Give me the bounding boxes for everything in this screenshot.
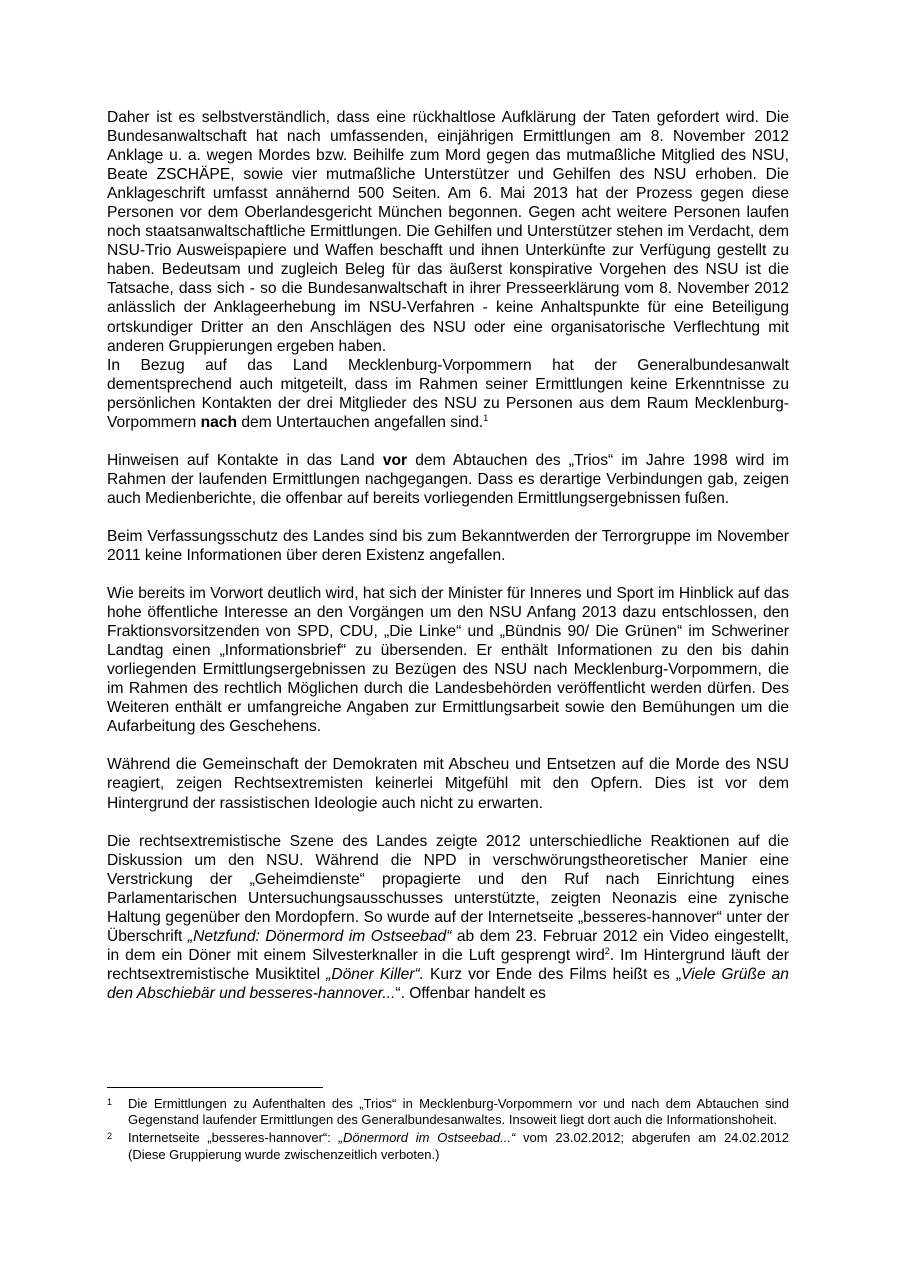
footnote-ref-1[interactable]: 1 <box>483 412 489 423</box>
footnote-text: Internetseite „besseres-hannover“: „Dönermord im Ostseebad...“ vom 23.02.2012; abgerufen am 24.02.2012 (Diese Gruppierung wurde zwischenzeitlich verboten.) <box>128 1130 790 1162</box>
footnote-ref-2[interactable]: 2 <box>604 945 610 956</box>
paragraph-reactions: Während die Gemeinschaft der Demokraten mit Abscheu und Entsetzen auf die Morde des NSU reagiert, zeigen Rechtsextremisten keinerlei Mitgefühl mit den Opfern. Dies ist vor dem Hintergrund der rassistischen Ideologie auch nicht zu erwarten. <box>107 756 789 812</box>
footnotes <box>107 1096 789 1165</box>
paragraph-verfassungsschutz: Beim Verfassungsschutz des Landes sind bis zum Bekanntwerden der Terrorgruppe im November 2011 keine Informationen über deren Existenz angefallen. <box>107 527 789 564</box>
footnote-2 <box>107 1130 789 1162</box>
footnote-number: 2 <box>107 1131 113 1142</box>
paragraph-mv-contacts-before: Hinweisen auf Kontakte in das Land vor dem Abtauchen des „Trios“ im Jahre 1998 wird im Rahmen der laufenden Ermittlungen nachgegangen. Dass es derartige Verbindungen gab, zeigen auch Medienberichte, die offenbar auf bereits vorliegenden Ermittlungsergebnissen fußen. <box>107 451 789 507</box>
document-body <box>107 108 789 1003</box>
paragraph-informationsbrief: Wie bereits im Vorwort deutlich wird, hat sich der Minister für Inneres und Sport im Hinblick auf das hohe öffentliche Interesse an den Vorgängen um den NSU Anfang 2013 dazu entschlossen, den Fraktionsvorsitzenden von SPD, CDU, „Die Linke“ und „Bündnis 90/ Die Grünen“ im Schweriner Landtag einen „Informationsbrief“ zu übersenden. Er enthält Informationen zu den bis dahin vorliegenden Ermittlungsergebnissen zu Bezügen des NSU nach Mecklenburg-Vorpommern, die im Rahmen des rechtlich Möglichen durch die Landesbehörden veröffentlicht werden dürfen. Des Weiteren enthält er umfangreiche Angaben zur Ermittlungsarbeit sowie den Bemühungen um die Aufarbeitung des Geschehens. <box>107 585 789 736</box>
paragraph-right-wing-scene: Die rechtsextremistische Szene des Landes zeigte 2012 unterschiedliche Reaktionen auf die Diskussion um den NSU. Während die NPD in verschwörungstheoretischer Manier eine Verstrickung der „Geheimdienste“ propagierte und den Ruf nach Einrichtung eines Parlamentarischen Untersuchungsausschusses unterstützte, zeigten Neonazis eine zynische Haltung gegenüber den Mordopfern. So wurde auf der Internetseite „besseres-hannover“ unter der Überschrift „Netzfund: Dönermord im Ostseebad“ ab dem 23. Februar 2012 ein Video eingestellt, in dem ein Döner mit einem Silvesterknaller in die Luft gesprengt wird$^2$. Im Hintergrund läuft der rechtsextremistische Musiktitel „Döner Killer“. Kurz vor Ende des Films heißt es „Viele Grüße an den Abschiebär und besseres-hannover...“. Offenbar handelt es <box>107 832 789 1002</box>
paragraph-mv-contacts-after: In Bezug auf das Land Mecklenburg-Vorpommern hat der Generalbundesanwalt dementsprechend auch mitgeteilt, dass im Rahmen seiner Ermittlungen keine Erkenntnisse zu persönlichen Kontakten der drei Mitglieder des NSU zu Personen aus dem Raum Mecklenburg-Vorpommern nach dem Untertauchen angefallen sind.$^1$ <box>107 356 789 431</box>
paragraph-indictment: Daher ist es selbstverständlich, dass eine rückhaltlose Aufklärung der Taten gefordert wird. Die Bundesanwaltschaft hat nach umfassenden, einjährigen Ermittlungen am 8. November 2012 Anklage u. a. wegen Mordes bzw. Beihilfe zum Mord gegen das mutmaßliche Mitglied des NSU, Beate ZSCHÄPE, sowie vier mutmaßliche Unterstützer und Gehilfen des NSU erhoben. Die Anklageschrift umfasst annähernd 500 Seiten. Am 6. Mai 2013 hat der Prozess gegen diese Personen vor dem Oberlandesgericht München begonnen. Gegen acht weitere Personen laufen noch staatsanwaltschaftliche Ermittlungen. Die Gehilfen und Unterstützer stehen im Verdacht, dem NSU-Trio Ausweispapiere und Waffen beschafft und ihnen Unterkünfte zur Verfügung gestellt zu haben. Bedeutsam und zugleich Beleg für das äußerst konspirative Vorgehen des NSU ist die Tatsache, dass sich - so die Bundesanwaltschaft in ihrer Presseerklärung vom 8. November 2012 anlässlich der Anklageerhebung im NSU-Verfahren - keine Anhaltspunkte für eine Beteiligung ortskundiger Dritter an den Anschlägen des NSU oder eine organisatorische Verflechtung mit anderen Gruppierungen ergeben haben. <box>107 109 789 355</box>
footnote-separator <box>107 1087 323 1088</box>
footnote-text: Die Ermittlungen zu Aufenthalten des „Trios“ in Mecklenburg-Vorpommern vor und nach dem Abtauchen sind Gegenstand laufender Ermittlungen des Generalbundesanwaltes. Insoweit liegt dort auch die Informationshoheit. <box>128 1096 789 1128</box>
footnote-number: 1 <box>107 1097 113 1107</box>
footnote-1 <box>107 1096 789 1128</box>
